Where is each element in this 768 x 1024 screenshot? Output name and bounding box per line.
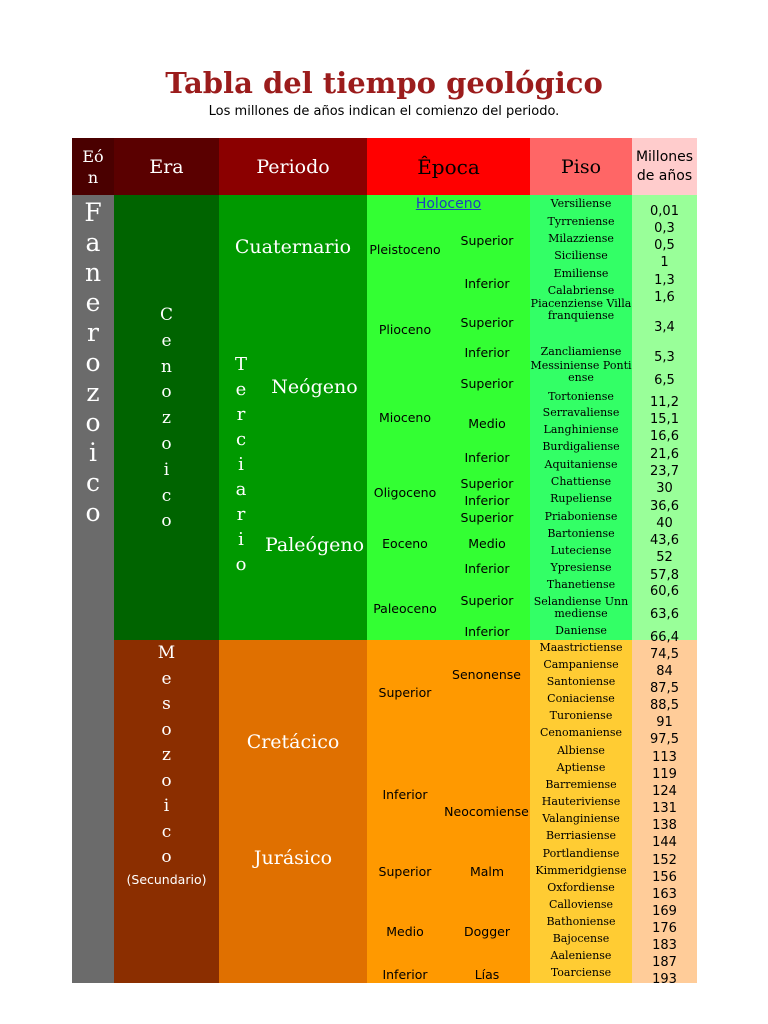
sub-pleist-sup: Superior bbox=[460, 233, 514, 248]
stage-age: 193 bbox=[652, 972, 677, 987]
epoch-cret-inferior: Inferior bbox=[382, 787, 428, 802]
era-cenozoico-letter: e bbox=[161, 330, 172, 351]
stage-name: Priaboniense bbox=[544, 510, 618, 523]
eon-letter: F bbox=[84, 198, 102, 227]
header-millones bbox=[632, 138, 697, 195]
stage-name: Hauteriviense bbox=[541, 795, 621, 808]
period-terciario-letter: i bbox=[238, 529, 244, 550]
epoch-holoceno[interactable] bbox=[367, 196, 530, 212]
stage-age: 131 bbox=[652, 801, 677, 816]
stage-age: 36,6 bbox=[650, 499, 679, 514]
era-mesozoico bbox=[114, 641, 219, 871]
stage-age: 152 bbox=[652, 853, 677, 868]
stage-age: 5,3 bbox=[654, 350, 675, 365]
stage-name: Maastrictiense bbox=[539, 641, 623, 654]
epoch-eoceno: Eoceno bbox=[382, 536, 428, 551]
sub-oligo-sup: Superior bbox=[460, 476, 514, 491]
sub-eoc-sup: Superior bbox=[460, 510, 514, 525]
stage-name: Versiliense bbox=[550, 197, 612, 210]
stage-age: 97,5 bbox=[650, 732, 679, 747]
stage-name: Bathoniense bbox=[546, 915, 616, 928]
period-neogeno: Neógeno bbox=[271, 376, 358, 398]
stage-name: Toarciense bbox=[550, 966, 612, 979]
stage-age: 60,6 bbox=[650, 584, 679, 599]
era-cenozoico-letter: o bbox=[161, 433, 172, 454]
epoch-pleistoceno-label: Pleistoceno bbox=[369, 242, 441, 257]
stage-name: Kimmeridgiense bbox=[535, 864, 627, 877]
stage-name: Cenomaniense bbox=[540, 726, 622, 739]
period-terciario-letter: e bbox=[235, 379, 247, 400]
stage-age: 144 bbox=[652, 835, 677, 850]
epoch-plioceno: Plioceno bbox=[378, 322, 432, 337]
sub-oligo-inf: Inferior bbox=[464, 493, 510, 508]
header-eon-label: Eón bbox=[82, 146, 104, 187]
era-mesozoico-letter: c bbox=[161, 821, 172, 842]
period-terciario-letter: i bbox=[238, 454, 244, 475]
stage-age: 87,5 bbox=[650, 681, 679, 696]
stage-age: 40 bbox=[656, 516, 673, 531]
stage-name: Piacenziense Villafranquiense bbox=[530, 297, 632, 322]
era-mesozoico-letter: o bbox=[161, 719, 172, 740]
period-jurasico: Jurásico bbox=[253, 847, 333, 869]
sub-dogger: Dogger bbox=[464, 924, 510, 939]
era-mesozoico-letter: M bbox=[157, 643, 176, 663]
stage-age: 6,5 bbox=[654, 373, 675, 388]
period-terciario-letter: T bbox=[234, 354, 247, 375]
era-cenozoico-letter: C bbox=[159, 305, 173, 325]
stage-age: 11,2 bbox=[650, 395, 679, 410]
sub-mio-med: Medio bbox=[468, 416, 506, 431]
stage-name: Ypresiense bbox=[550, 561, 612, 574]
header-epoca-label: Êpoca bbox=[417, 154, 480, 179]
stage-name: Tyrreniense bbox=[547, 215, 615, 228]
stage-name: Thanetiense bbox=[546, 578, 616, 591]
eon-letter: a bbox=[85, 228, 101, 257]
stage-name: Coniaciense bbox=[547, 692, 615, 705]
stage-age: 74,5 bbox=[650, 647, 679, 662]
stage-name: Milazziense bbox=[548, 232, 614, 245]
stage-age: 23,7 bbox=[650, 464, 679, 479]
era-mesozoico-letter: z bbox=[162, 745, 171, 765]
stage-name: Zancliamiense bbox=[540, 345, 622, 358]
eon-letter: o bbox=[85, 348, 101, 377]
header-era-label: Era bbox=[149, 155, 184, 178]
stage-name: Messiniense Pontiense bbox=[530, 359, 632, 384]
sub-malm: Malm bbox=[469, 864, 505, 879]
page-title: Tabla del tiempo geológico bbox=[165, 66, 603, 100]
eon-letter: z bbox=[86, 378, 100, 407]
stage-name: Serravaliense bbox=[542, 406, 620, 419]
stage-age: 156 bbox=[652, 870, 677, 885]
eon-letters bbox=[72, 198, 114, 528]
stage-age: 21,6 bbox=[650, 447, 679, 462]
stage-name: Aaleniense bbox=[550, 949, 612, 962]
sub-mio-inf: Inferior bbox=[464, 450, 510, 465]
stage-name: Valanginiense bbox=[542, 812, 620, 825]
era-mesozoico-letters bbox=[114, 641, 219, 871]
stage-name: Emiliense bbox=[553, 267, 609, 280]
era-mesozoico-letter: i bbox=[163, 796, 170, 816]
header-piso-label: Piso bbox=[560, 155, 602, 178]
stage-name: Calabriense bbox=[547, 284, 615, 297]
stage-age: 169 bbox=[652, 904, 677, 919]
header-eon bbox=[72, 138, 114, 195]
stage-name: Santoniense bbox=[546, 675, 616, 688]
stage-name: Chattiense bbox=[550, 475, 612, 488]
stage-age: 113 bbox=[652, 750, 677, 765]
era-cenozoico-letters bbox=[114, 303, 219, 535]
stage-age: 3,4 bbox=[654, 320, 675, 335]
stage-age: 43,6 bbox=[650, 533, 679, 548]
era-mesozoico-letter: o bbox=[161, 847, 172, 867]
stage-age: 0,5 bbox=[654, 238, 675, 253]
stage-name: Barremiense bbox=[545, 778, 617, 791]
stage-age: 1,3 bbox=[654, 273, 675, 288]
era-mesozoico-letter: e bbox=[161, 668, 172, 689]
era-cenozoico-letter: c bbox=[161, 485, 172, 506]
era-cenozoico-letter: o bbox=[161, 382, 172, 403]
eon-letter: n bbox=[84, 258, 102, 287]
stage-name: Bartoniense bbox=[547, 527, 615, 540]
stage-name: Luteciense bbox=[550, 544, 612, 557]
stage-age: 1 bbox=[660, 255, 669, 270]
epoch-holoceno-link[interactable]: Holoceno bbox=[415, 196, 482, 212]
stage-age: 119 bbox=[652, 767, 677, 782]
sub-neocomiense bbox=[443, 803, 530, 821]
sub-lias: Lías bbox=[474, 967, 500, 982]
stage-name: Tortoniense bbox=[548, 390, 614, 403]
eon-letter: c bbox=[85, 468, 100, 497]
stage-name: Bajocense bbox=[552, 932, 610, 945]
header-era bbox=[114, 138, 219, 195]
stage-age: 124 bbox=[652, 784, 677, 799]
period-paleogeno bbox=[262, 533, 367, 558]
epoch-pleistoceno bbox=[367, 241, 443, 258]
header-millones-label: Millones de años bbox=[635, 148, 694, 184]
stage-name: Calloviense bbox=[548, 898, 614, 911]
epoch-jur-inferior: Inferior bbox=[382, 967, 428, 982]
stage-age: 63,6 bbox=[650, 607, 679, 622]
stage-name: Albiense bbox=[557, 744, 605, 757]
stage-name: Burdigaliense bbox=[542, 440, 620, 453]
epoch-paleoceno: Paleoceno bbox=[373, 601, 437, 616]
stage-age: 91 bbox=[656, 715, 673, 730]
stage-name: Daniense bbox=[555, 624, 607, 637]
epoch-oligoceno: Oligoceno bbox=[373, 485, 437, 500]
period-cuaternario: Cuaternario bbox=[234, 236, 352, 258]
stage-age: 187 bbox=[652, 955, 677, 970]
sub-pleist-inf: Inferior bbox=[464, 276, 510, 291]
sub-paleoc-inf: Inferior bbox=[464, 624, 510, 639]
era-cenozoico-letter: i bbox=[163, 459, 170, 480]
eon-letter: o bbox=[85, 408, 101, 437]
stage-age: 138 bbox=[652, 818, 677, 833]
stage-name: Berriasiense bbox=[545, 829, 617, 842]
epoch-jur-medio: Medio bbox=[386, 924, 424, 939]
stage-name: Turoniense bbox=[549, 709, 613, 722]
stage-age: 15,1 bbox=[650, 412, 679, 427]
stage-age: 183 bbox=[652, 938, 677, 953]
sub-eoc-med: Medio bbox=[468, 536, 506, 551]
header-epoca bbox=[367, 138, 530, 195]
stage-name: Langhiniense bbox=[543, 423, 619, 436]
era-mesozoico-note: (Secundario) bbox=[126, 872, 207, 887]
header-periodo bbox=[219, 138, 367, 195]
stage-age: 66,4 bbox=[650, 630, 679, 645]
epoch-mioceno: Mioceno bbox=[378, 410, 432, 425]
stage-age: 57,8 bbox=[650, 568, 679, 583]
eon-fanerozoico bbox=[72, 198, 114, 578]
period-terciario-letter: o bbox=[235, 554, 247, 575]
stage-age: 84 bbox=[656, 664, 673, 679]
stage-age: 16,6 bbox=[650, 429, 679, 444]
periodo-mesozoic-cell bbox=[219, 640, 367, 983]
era-cenozoico-letter: o bbox=[161, 511, 172, 532]
stage-age: 0,01 bbox=[650, 204, 679, 219]
period-cretacico: Cretácico bbox=[246, 731, 340, 753]
sub-senonense: Senonense bbox=[452, 667, 521, 682]
eon-letter: o bbox=[85, 498, 101, 527]
era-cenozoico-letter: n bbox=[161, 356, 172, 377]
eon-letter: i bbox=[89, 438, 97, 467]
sub-plio-sup: Superior bbox=[460, 315, 514, 330]
era-cenozoico-letter: z bbox=[162, 408, 171, 429]
stage-name: Aptiense bbox=[556, 761, 606, 774]
period-terciario bbox=[229, 352, 253, 577]
period-terciario-letters bbox=[229, 352, 253, 577]
period-terciario-letter: r bbox=[236, 404, 246, 425]
stage-age: 30 bbox=[656, 481, 673, 496]
header-piso bbox=[530, 138, 632, 195]
stage-name: Rupeliense bbox=[550, 492, 612, 505]
stage-name: Campaniense bbox=[543, 658, 619, 671]
stage-name: Oxfordiense bbox=[547, 881, 615, 894]
stage-age: 176 bbox=[652, 921, 677, 936]
eon-letter: e bbox=[85, 288, 101, 317]
era-mesozoico-letter: s bbox=[162, 694, 171, 714]
stage-name: Aquitaniense bbox=[544, 458, 618, 471]
stage-age: 0,3 bbox=[654, 221, 675, 236]
sub-neocomiense-label: Neocomiense bbox=[444, 804, 529, 819]
stage-name: Siciliense bbox=[554, 249, 608, 262]
header-periodo-label: Periodo bbox=[256, 155, 330, 178]
stage-name: Portlandiense bbox=[542, 847, 620, 860]
eon-letter: r bbox=[87, 318, 99, 347]
period-terciario-letter: a bbox=[235, 479, 247, 500]
stage-name: Selandiense Unnmediense bbox=[533, 595, 629, 620]
era-mesozoico-letter: o bbox=[161, 770, 172, 791]
epoch-jur-superior: Superior bbox=[378, 864, 432, 879]
sub-paleoc-sup: Superior bbox=[460, 593, 514, 608]
page-subtitle: Los millones de años indican el comienzo del periodo. bbox=[208, 104, 560, 119]
sub-mio-sup: Superior bbox=[460, 376, 514, 391]
period-terciario-letter: c bbox=[235, 429, 247, 450]
period-terciario-letter: r bbox=[236, 504, 246, 525]
stage-age: 163 bbox=[652, 887, 677, 902]
stage-age: 52 bbox=[656, 550, 673, 565]
sub-eoc-inf: Inferior bbox=[464, 561, 510, 576]
period-paleogeno-label: Paleógeno bbox=[264, 534, 365, 556]
sub-plio-inf: Inferior bbox=[464, 345, 510, 360]
stage-age: 1,6 bbox=[654, 290, 675, 305]
epoch-cret-superior: Superior bbox=[378, 685, 432, 700]
era-cenozoico bbox=[114, 303, 219, 535]
stage-age: 88,5 bbox=[650, 698, 679, 713]
